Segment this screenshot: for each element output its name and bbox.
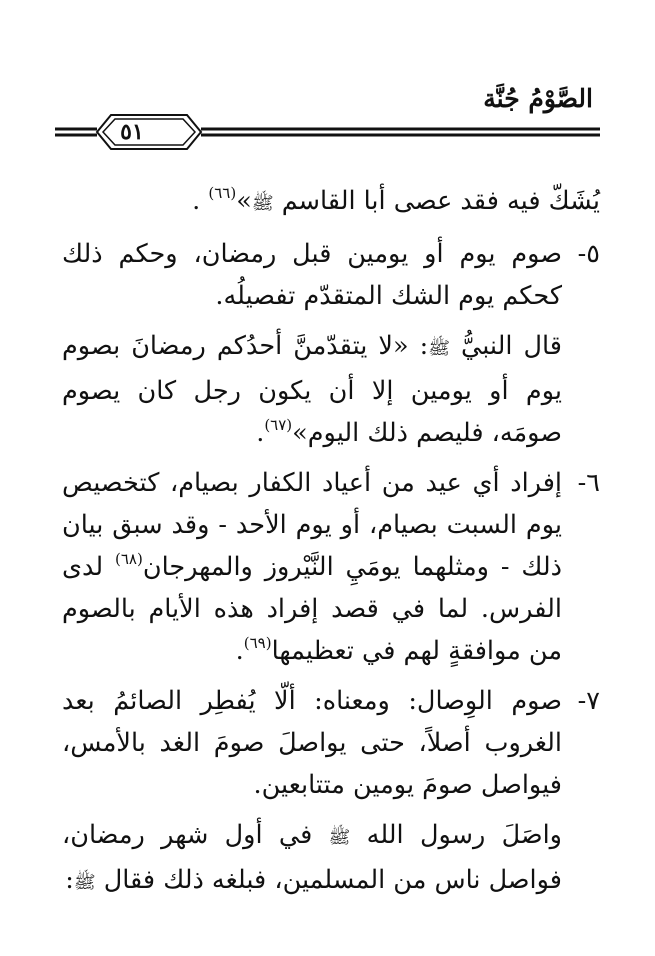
text-run: : <box>65 865 74 895</box>
text-run: في أول شهر رمضان، فواصل ناس من المسلمين، فبلغه ذلك فقال <box>62 820 562 895</box>
paragraph-narration <box>62 814 600 904</box>
list-item-5 <box>62 233 600 317</box>
text-run: قال النبيُّ <box>449 331 562 361</box>
list-number: ٦- <box>577 468 600 498</box>
text-run: . <box>256 418 265 448</box>
text-run: يُشَكّ فيه فقد عصى أبا القاسم <box>273 186 600 216</box>
salawat-glyph: ﷺ <box>328 827 351 848</box>
text-run: . <box>192 186 209 216</box>
paragraph-continuation <box>62 180 600 225</box>
text-run: . <box>235 636 244 666</box>
salawat-glyph: ﷺ <box>428 338 450 359</box>
footnote-ref: (٦٩) <box>243 633 272 652</box>
salawat-glyph: ﷺ <box>251 193 274 214</box>
list-item-6 <box>62 462 600 672</box>
list-item-text: صوم الوِصال: ومعناه: ألّا يُفطِر الصائمُ بعد الغروب أصلاً، حتى يواصلَ صومَ الغد بالأمس، فيواصل صومَ يومين متتابعين. <box>62 686 562 800</box>
list-number: ٧- <box>577 686 600 716</box>
page-number: ٥١ <box>120 119 144 145</box>
body-text <box>62 180 600 904</box>
footnote-ref: (٦٨) <box>115 549 143 568</box>
text-run: واصَلَ رسول الله <box>350 820 562 850</box>
footnote-ref: (٦٦) <box>208 183 237 202</box>
hadith-quote <box>62 325 600 454</box>
list-item-text: لدى الفرس. لما في قصد إفراد هذه الأيام بالصوم من موافقةٍ لهم في تعظيمها <box>62 552 562 666</box>
running-title: الصَّوْمُ جُنَّة <box>483 84 593 113</box>
text-run: » <box>236 186 252 216</box>
list-item-7 <box>62 680 600 806</box>
footnote-ref: (٦٧) <box>264 415 293 434</box>
text-run: : «لا يتقدّمنَّ أحدُكم رمضانَ بصوم يوم أو يومين إلا أن يكون رجل كان يصوم صومَه، فليصم ذلك اليوم» <box>62 331 562 448</box>
list-item-text: صوم يوم أو يومين قبل رمضان، وحكم ذلك كحكم يوم الشك المتقدّم تفصيلُه. <box>62 239 562 311</box>
salawat-glyph: ﷺ <box>73 872 96 893</box>
list-item-text: إفراد أي عيد من أعياد الكفار بصيام، كتخصيص يوم السبت بصيام، أو يوم الأحد - وقد سبق بيان ذلك - ومثلهما يومَيِ النَّيْروز والمهرجان <box>62 468 562 582</box>
list-number: ٥- <box>577 239 600 269</box>
